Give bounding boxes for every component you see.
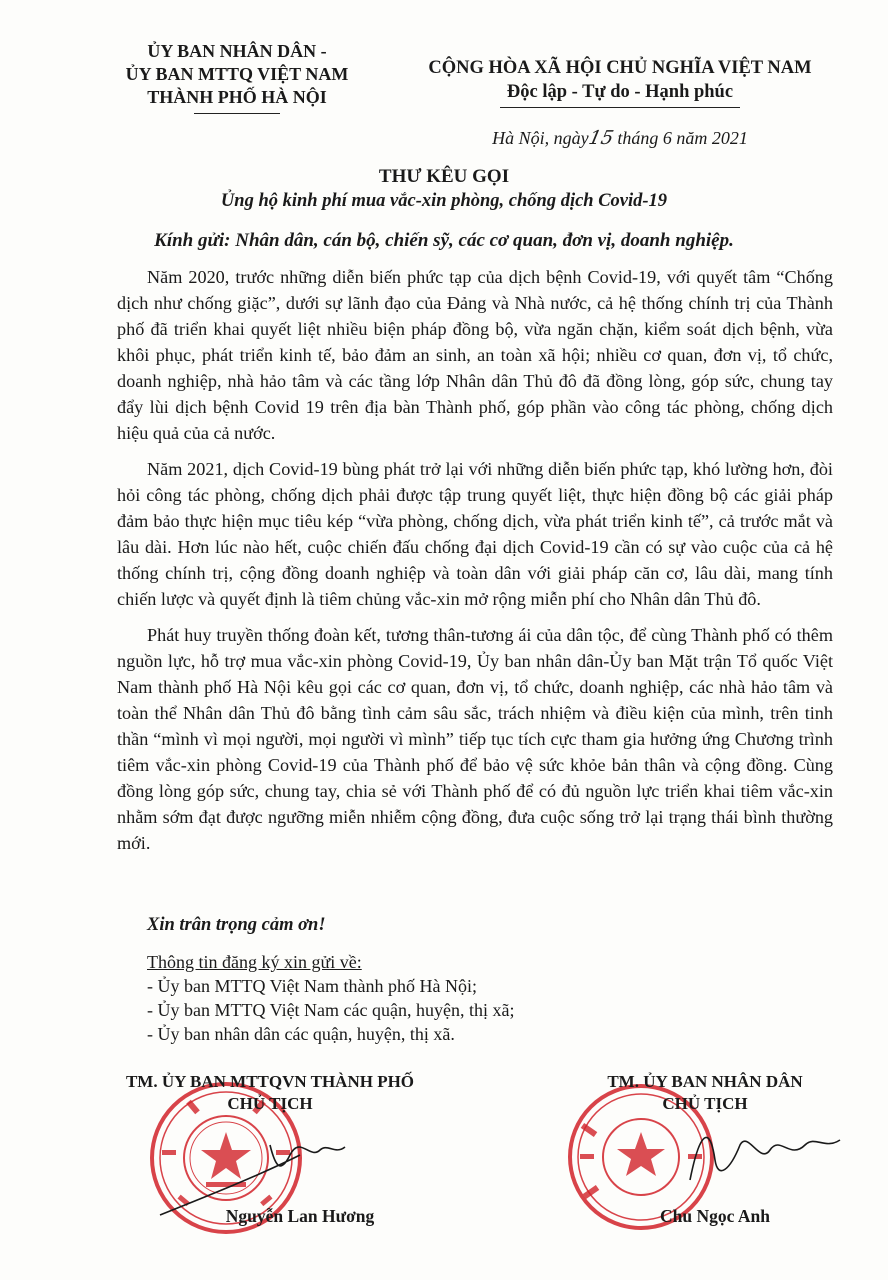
date-day-handwritten: 15 [586, 127, 616, 149]
authority-underline [194, 113, 280, 114]
date-prefix: Hà Nội, ngày [492, 128, 589, 148]
document-subtitle: Ủng hộ kinh phí mua vắc-xin phòng, chống dịch Covid-19 [220, 191, 668, 211]
national-motto-header [400, 56, 840, 108]
document-title: THƯ KÊU GỌI [378, 166, 510, 187]
date-line [400, 127, 840, 149]
left-signatory-org: TM. ỦY BAN MTTQVN THÀNH PHỐ [125, 1072, 415, 1091]
registration-title: Thông tin đăng ký xin gửi về: [147, 952, 362, 972]
authority-line-3: THÀNH PHỐ HÀ NỘI [147, 87, 327, 107]
registration-item: - Ủy ban nhân dân các quận, huyện, thị xã. [147, 1024, 455, 1044]
left-signatory-role: CHỦ TỊCH [227, 1094, 313, 1113]
salutation: Kính gửi: Nhân dân, cán bộ, chiến sỹ, các cơ quan, đơn vị, doanh nghiệp. [154, 230, 734, 251]
date-suffix: tháng 6 năm 2021 [617, 128, 748, 148]
paragraph: Năm 2021, dịch Covid-19 bùng phát trở lại với những diễn biến phức tạp, khó lường hơn, đòi hỏi công tác phòng, chống dịch phải được tập trung quyết liệt, thực hiện đồng bộ các giải pháp đảm bảo thực hiện mục tiêu kép “vừa phòng, chống dịch, vừa phát triển kinh tế”, cả trước mắt và lâu dài. Hơn lúc nào hết, cuộc chiến đấu chống đại dịch Covid-19 cần có sự vào cuộc của cả hệ thống chính trị, cộng đồng doanh nghiệp và toàn dân với giải pháp căn cơ, lâu dài, mang tính chiến lược và quyết định là tiêm chủng vắc-xin mở rộng miễn phí cho Nhân dân Thủ đô. [117, 459, 833, 609]
registration-item: - Ủy ban MTTQ Việt Nam thành phố Hà Nội; [147, 976, 478, 996]
authority-line-1: ỦY BAN NHÂN DÂN - [147, 41, 327, 61]
registration-info [147, 950, 747, 1046]
country-name: CỘNG HÒA XÃ HỘI CHỦ NGHĨA VIỆT NAM [428, 58, 812, 78]
national-motto: Độc lập - Tự do - Hạnh phúc [506, 82, 734, 102]
right-signature-icon [670, 1110, 850, 1200]
left-signatory-name: Nguyễn Lan Hương [225, 1206, 375, 1226]
authority-line-2: ỦY BAN MTTQ VIỆT NAM [125, 64, 349, 84]
registration-item: - Ủy ban MTTQ Việt Nam các quận, huyện, thị xã; [147, 1000, 515, 1020]
left-signatory-block [120, 1071, 420, 1115]
paragraph: Năm 2020, trước những diễn biến phức tạp của dịch bệnh Covid-19, với quyết tâm “Chống dịch như chống giặc”, dưới sự lãnh đạo của Đảng và Nhà nước, cả hệ thống chính trị của Thành phố đã triển khai quyết liệt nhiều biện pháp đồng bộ, vừa ngăn chặn, kiểm soát dịch bệnh, vừa khôi phục, phát triển kinh tế, bảo đảm an sinh, an toàn xã hội; nhiều cơ quan, đơn vị, tổ chức, doanh nghiệp, nhà hảo tâm và các tầng lớp Nhân dân Thủ đô đã đồng lòng, góp sức, chung tay đẩy lùi dịch bệnh Covid 19 trên địa bàn Thành phố, góp phần vào công tác phòng, chống dịch hiệu quả của cả nước. [117, 267, 833, 443]
closing-thanks: Xin trân trọng cảm ơn! [147, 915, 326, 935]
right-signatory-role: CHỦ TỊCH [662, 1094, 748, 1113]
right-signatory-org: TM. ỦY BAN NHÂN DÂN [607, 1072, 803, 1091]
letter-body [117, 264, 833, 866]
right-signatory-block [560, 1071, 850, 1115]
right-signatory-name: Chu Ngọc Anh [660, 1206, 770, 1226]
motto-underline [500, 107, 740, 108]
issuing-authority-header [92, 40, 382, 114]
paragraph: Phát huy truyền thống đoàn kết, tương thân-tương ái của dân tộc, để cùng Thành phố có thêm nguồn lực, hỗ trợ mua vắc-xin phòng Covid-19, Ủy ban nhân dân-Ủy ban Mặt trận Tổ quốc Việt Nam thành phố Hà Nội kêu gọi các cơ quan, đơn vị, tổ chức, doanh nghiệp, các nhà hảo tâm và toàn thể Nhân dân Thủ đô bằng tình cảm sâu sắc, trách nhiệm và điều kiện của mình, trên tinh thần “mình vì mọi người, mọi người vì mình” tiếp tục tích cực tham gia hưởng ứng Chương trình tiêm vắc-xin phòng Covid-19 của Thành phố để bảo vệ sức khỏe bản thân và cộng đồng. Cùng đồng lòng góp sức, chung tay, chia sẻ với Thành phố để có đủ nguồn lực triển khai tiêm vắc-xin nhằm sớm đạt được ngưỡng miễn nhiễm cộng đồng, đưa cuộc sống trở lại trạng thái bình thường mới. [117, 625, 833, 853]
